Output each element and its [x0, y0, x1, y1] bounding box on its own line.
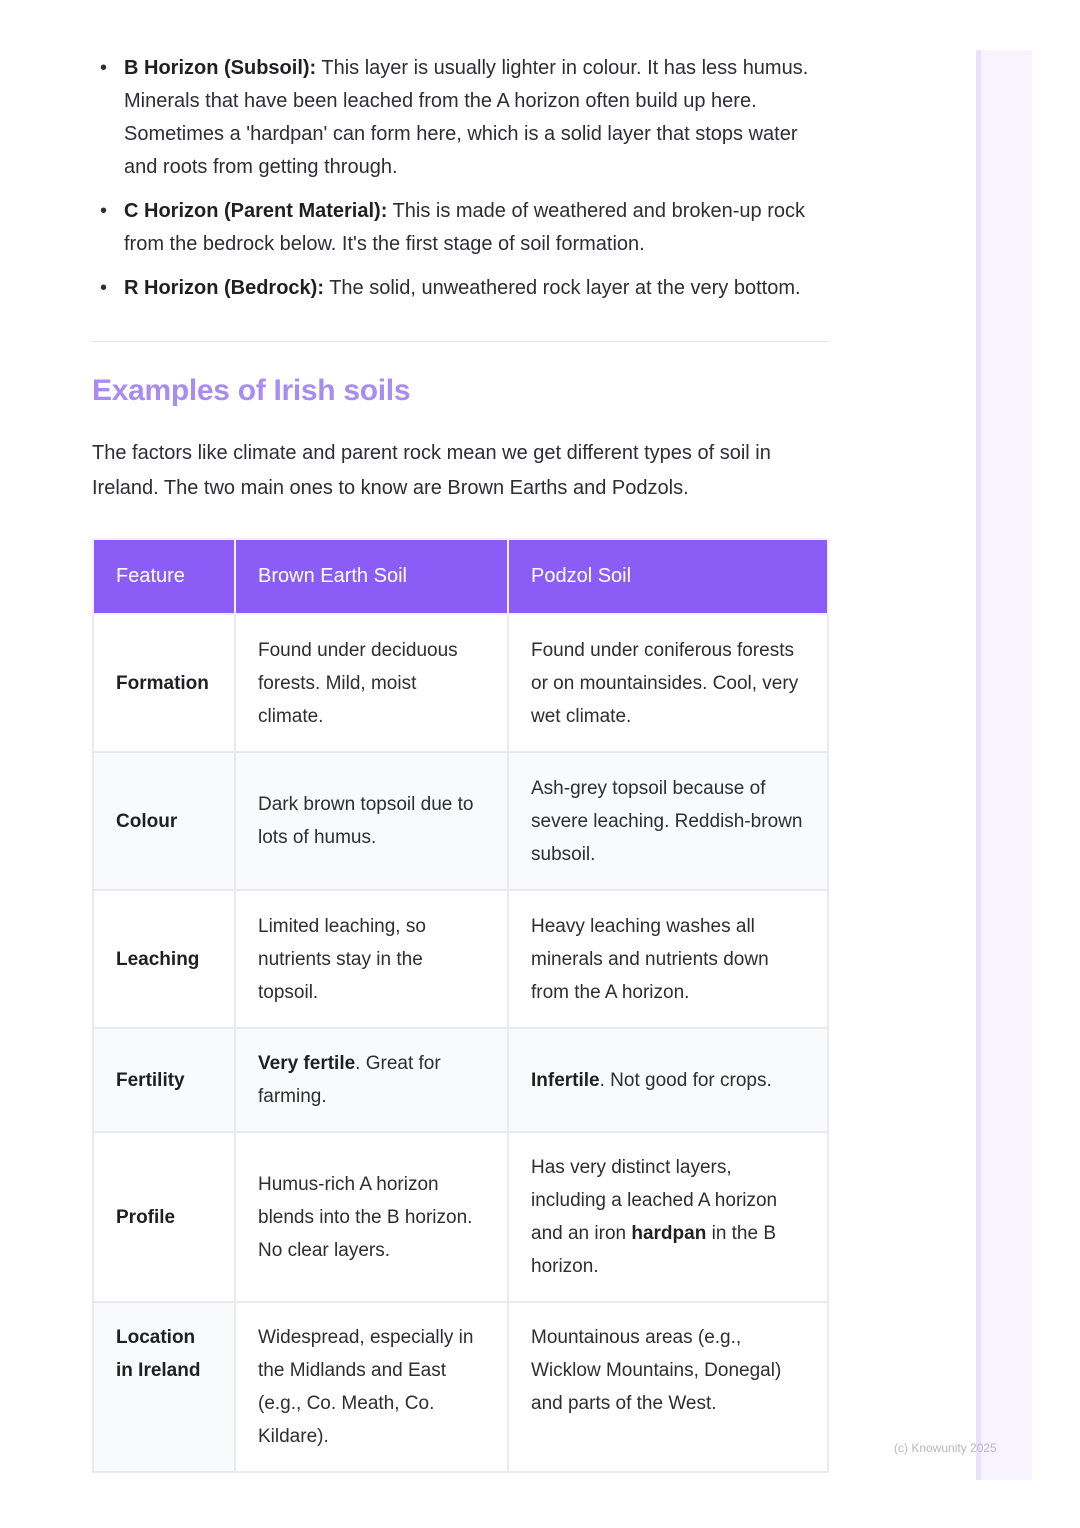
page-sidebar — [976, 50, 1032, 1480]
brown-earth-emphasis: Very fertile — [258, 1053, 356, 1074]
list-item-text: This layer is usually lighter in colour. It has less humus. Minerals that have been leached from the A horizon often build up here. Sometimes a 'hardpan' can form here, which is a solid layer that stops water and roots from getting through. — [124, 57, 809, 178]
podzol-cell — [508, 1132, 828, 1302]
sidebar-accent-line — [976, 50, 981, 1480]
podzol-text: . Not good for crops. — [599, 1069, 772, 1091]
table-row — [93, 614, 828, 752]
podzol-cell: Ash-grey topsoil because of severe leaching. Reddish-brown subsoil. — [508, 752, 828, 890]
table-row — [93, 1132, 828, 1302]
podzol-emphasis: Infertile — [531, 1069, 600, 1091]
section-title: Examples of Irish soils — [92, 374, 411, 407]
feature-cell: Colour — [93, 752, 235, 890]
podzol-cell — [508, 1028, 828, 1132]
list-item-term: C Horizon (Parent Material): — [124, 200, 388, 222]
list-item — [92, 52, 828, 184]
feature-cell: Formation — [93, 614, 235, 752]
podzol-cell: Mountainous areas (e.g., Wicklow Mountains, Donegal) and parts of the West. — [508, 1302, 828, 1472]
table-row — [93, 1028, 828, 1132]
table-row — [93, 1302, 828, 1472]
podzol-cell: Heavy leaching washes all minerals and nutrients down from the A horizon. — [508, 890, 828, 1028]
list-item-term: B Horizon (Subsoil): — [124, 57, 317, 79]
list-item — [92, 272, 828, 305]
copyright-footer: (c) Knowunity 2025 — [894, 1441, 997, 1455]
brown-earth-cell — [235, 1028, 508, 1132]
document-content — [92, 52, 828, 1473]
list-item — [92, 195, 828, 261]
column-header-brown-earth: Brown Earth Soil — [235, 539, 508, 614]
feature-cell: Location in Ireland — [93, 1302, 235, 1472]
table-row — [93, 890, 828, 1028]
horizon-list — [92, 52, 828, 305]
column-header-feature: Feature — [93, 539, 235, 614]
brown-earth-cell: Widespread, especially in the Midlands and East (e.g., Co. Meath, Co. Kildare). — [235, 1302, 508, 1472]
table-row — [93, 752, 828, 890]
brown-earth-text: . Great for farming. — [258, 1053, 441, 1107]
podzol-emphasis: hardpan — [631, 1223, 707, 1244]
bullet-icon: • — [100, 277, 108, 299]
bullet-icon: • — [100, 57, 108, 79]
column-header-podzol: Podzol Soil — [508, 539, 828, 614]
brown-earth-cell: Found under deciduous forests. Mild, moist climate. — [235, 614, 508, 752]
feature-cell: Profile — [93, 1132, 235, 1302]
list-item-text: This is made of weathered and broken-up rock from the bedrock below. It's the first stage of soil formation. — [124, 200, 805, 255]
soil-comparison-table — [92, 538, 829, 1473]
table-header-row — [93, 539, 828, 614]
brown-earth-cell: Dark brown topsoil due to lots of humus. — [235, 752, 508, 890]
podzol-cell: Found under coniferous forests or on mountainsides. Cool, very wet climate. — [508, 614, 828, 752]
feature-cell: Leaching — [93, 890, 235, 1028]
feature-cell: Fertility — [93, 1028, 235, 1132]
list-item-text: The solid, unweathered rock layer at the very bottom. — [324, 277, 801, 299]
brown-earth-cell: Limited leaching, so nutrients stay in the topsoil. — [235, 890, 508, 1028]
brown-earth-cell: Humus-rich A horizon blends into the B horizon. No clear layers. — [235, 1132, 508, 1302]
podzol-text: Has very distinct layers, including a leached A horizon and an iron — [531, 1157, 778, 1244]
section-divider — [92, 341, 828, 342]
bullet-icon: • — [100, 200, 108, 222]
section-intro: The factors like climate and parent rock mean we get different types of soil in Ireland. The two main ones to know are Brown Earths and Podzols. — [92, 442, 771, 499]
podzol-text: in the B horizon. — [531, 1223, 777, 1277]
list-item-term: R Horizon (Bedrock): — [124, 277, 324, 299]
